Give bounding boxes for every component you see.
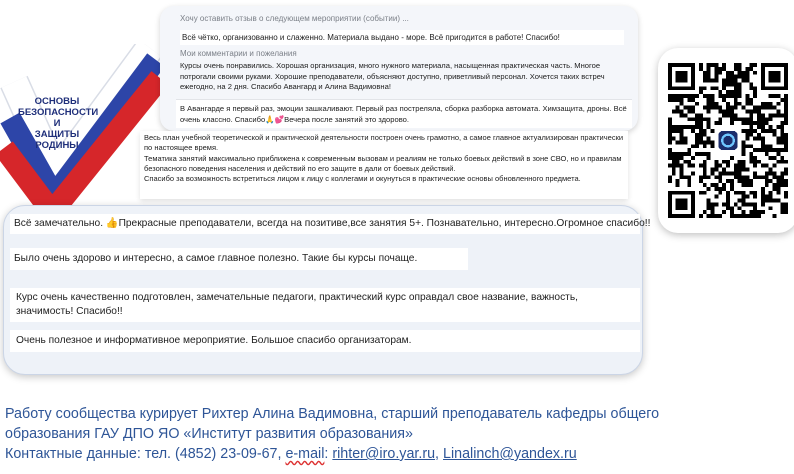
review-paragraph: Тематика занятий максимально приближена к современным вызовам и реалиям не только боевых действий в зоне СВО, но и правилам безопасного поведения населения и действий по его защите в дали от боевых действий. [144,153,622,173]
contact-footer [5,404,791,464]
review-text: Всё чётко, организованно и слаженно. Материала выдано - море. Всё пригодится в работе! Спасибо! [180,30,624,45]
feedback-question: Хочу оставить отзыв о следующем мероприятии (событии) ... [180,14,409,23]
logo-line: БЕЗОПАСНОСТИ [18,107,99,118]
contact-phone: Контактные данные: тел. (4852) 23-09-67, [5,446,286,462]
review-paragraph: Весь план учебной теоретической и практической деятельности построен очень грамотно, а самое главное актуализирован практически по настоящее время. [144,133,624,153]
review-text: Очень полезное и информативное мероприятие. Большое спасибо организаторам. [10,330,640,352]
comments-title: Мои комментарии и пожелания [180,49,297,58]
review-card-large [3,205,651,375]
review-paragraph: Спасибо за возможность встретиться лицом к лицу с коллегами и окунуться в практические основы обновленного предмета. [144,174,581,184]
contact-line [5,444,791,464]
review-text: В Авангарде я первый раз, эмоции зашкаливают. Первый раз постреляла, сборка разборка автомата. Химзащита, дроны. Всё очень классно. Спасибо🙏💕Вечера после занятий это здорово. [176,99,632,128]
review-text: Курс очень качественно подготовлен, замечательные педагоги, практический курс оправдал свое название, важность, значимость! Спасибо!! [10,288,640,322]
logo-line: ОСНОВЫ [34,96,80,107]
qr-card[interactable] [658,48,794,233]
logo-line: ЗАЩИТЫ [34,129,80,140]
logo-line: И [53,118,61,129]
email-link-rihter[interactable]: rihter@iro.yar.ru [332,446,436,462]
logo-line: РОДИНЫ [35,140,79,151]
review-block-middle [140,131,628,199]
review-text: Всё замечательно. 👍Прекрасные преподаватели, всегда на позитиве,все занятия 5+. Познавательно, интересно.Огромное спасибо!! [10,214,640,234]
email-label: e-mail [285,446,325,462]
review-text: Было очень здорово и интересно, а самое главное полезно. Такие бы курсы почаще. [10,248,468,270]
logo-text [18,96,99,151]
curator-line: образования ГАУ ДПО ЯО «Институт развития образования» [5,426,413,442]
qr-code-icon[interactable] [668,63,788,218]
separator: , [435,446,443,462]
curator-line: Работу сообщества курирует Рихтер Алина Вадимовна, старший преподаватель кафедры общего [5,406,660,422]
logo [0,44,160,214]
review-text: Курсы очень понравились. Хорошая организация, много нужного материала, насыщенная практическая часть. Многое потрогали своими руками. Хорошие преподаватели, объясняют доступно, приветливый персонал. Хочется таких встреч ежегодно, на 2 дня. Спасибо Авангард и Алина Вадимовна! [180,61,605,91]
colon: : [324,446,333,462]
email-link-linalinch[interactable]: Linalinch@yandex.ru [443,446,577,462]
review-card-top [160,6,638,131]
